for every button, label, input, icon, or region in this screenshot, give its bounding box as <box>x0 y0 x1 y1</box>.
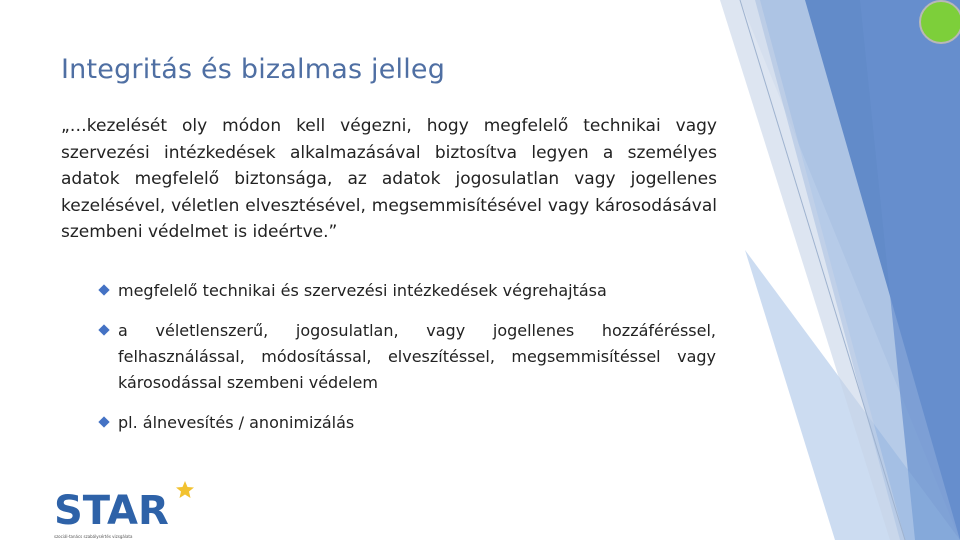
list-item <box>100 278 716 304</box>
bullet-text: pl. álnevesítés / anonimizálás <box>118 413 355 432</box>
quote-paragraph: „…kezelését oly módon kell végezni, hogy megfelelő technikai vagy szervezési intézkedések alkalmazásával biztosítva legyen a személyes adatok megfelelő biztonsága, az adatok jogosulatlan vagy jogellenes kezelésével, véletlen elvesztésével, megsemmisítésével vagy károsodásával szembeni védelmet is ideértve.” <box>61 116 717 242</box>
slide-title: Integritás és bizalmas jelleg <box>61 54 446 85</box>
diamond-bullet-icon <box>98 416 109 427</box>
diamond-bullet-icon <box>98 324 109 335</box>
logo-subtitle: szociál-tanács szabálysértés vizsgálata <box>54 534 133 539</box>
diamond-bullet-icon <box>98 284 109 295</box>
bullet-text: megfelelő technikai és szervezési intézkedések végrehajtása <box>118 281 607 300</box>
green-circle-icon <box>920 1 960 43</box>
bullet-text: a véletlenszerű, jogosulatlan, vagy jogellenes hozzáféréssel, felhasználással, módosítással, elveszítéssel, megsemmisítéssel vagy károsodással szembeni védelem <box>118 321 716 392</box>
list-item <box>100 410 716 436</box>
logo-text: STAR <box>54 488 169 534</box>
list-item <box>100 318 716 396</box>
bullet-list <box>100 278 716 450</box>
star-logo <box>52 478 212 540</box>
star-icon <box>176 481 194 498</box>
